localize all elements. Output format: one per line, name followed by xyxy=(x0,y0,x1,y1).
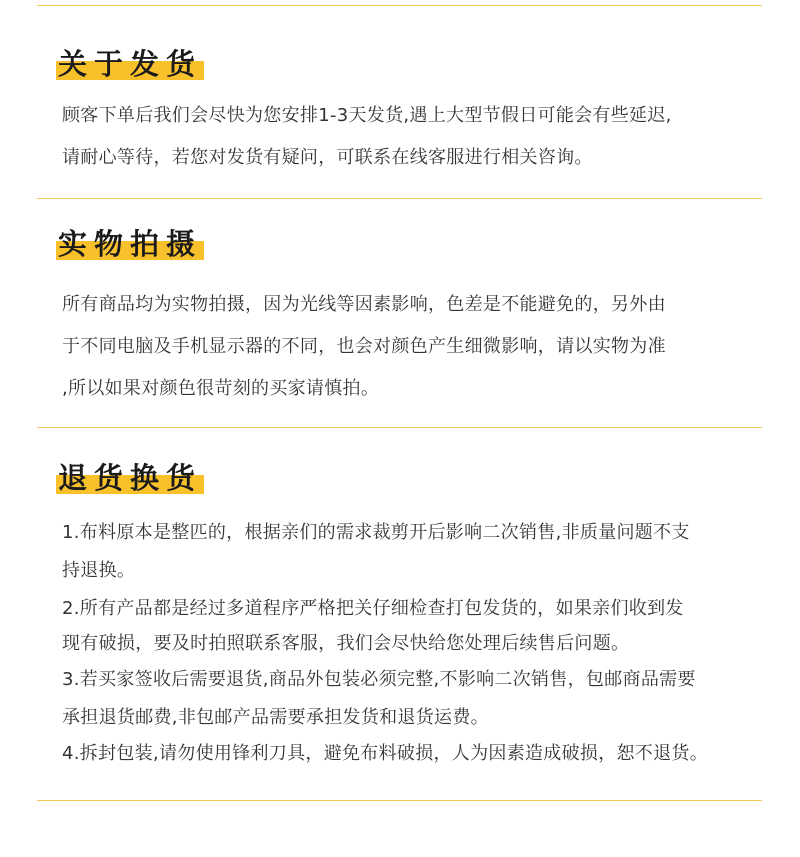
section-heading: 退货换货 xyxy=(58,461,203,495)
paragraph-line: 4.拆封包装,请勿使用锋利刀具，避免布料破损，人为因素造成破损，恕不退货。 xyxy=(62,743,708,764)
divider-1 xyxy=(37,198,762,199)
paragraph-line: 1.布料原本是整匹的，根据亲们的需求裁剪开后影响二次销售,非质量问题不支 xyxy=(62,522,690,543)
divider-2 xyxy=(37,427,762,428)
section-heading: 实物拍摄 xyxy=(58,227,203,261)
paragraph-line: 现有破损，要及时拍照联系客服，我们会尽快给您处理后续售后问题。 xyxy=(62,633,630,654)
paragraph-line: 所有商品均为实物拍摄，因为光线等因素影响，色差是不能避免的，另外由 xyxy=(62,294,666,315)
paragraph-line: 请耐心等待，若您对发货有疑问，可联系在线客服进行相关咨询。 xyxy=(62,147,593,168)
paragraph-line: 顾客下单后我们会尽快为您安排1-3天发货,遇上大型节假日可能会有些延迟, xyxy=(62,105,672,126)
paragraph-line: 承担退货邮费,非包邮产品需要承担发货和退货运费。 xyxy=(62,707,489,728)
paragraph-line: 持退换。 xyxy=(62,560,136,581)
divider-top xyxy=(37,5,762,6)
paragraph-line: 2.所有产品都是经过多道程序严格把关仔细检查打包发货的，如果亲们收到发 xyxy=(62,598,684,619)
paragraph-line: ,所以如果对颜色很苛刻的买家请慎拍。 xyxy=(62,378,380,399)
paragraph-line: 3.若买家签收后需要退货,商品外包装必须完整,不影响二次销售，包邮商品需要 xyxy=(62,669,696,690)
section-heading: 关于发货 xyxy=(58,47,203,81)
divider-bottom xyxy=(37,800,762,801)
paragraph-line: 于不同电脑及手机显示器的不同，也会对颜色产生细微影响，请以实物为准 xyxy=(62,336,666,357)
